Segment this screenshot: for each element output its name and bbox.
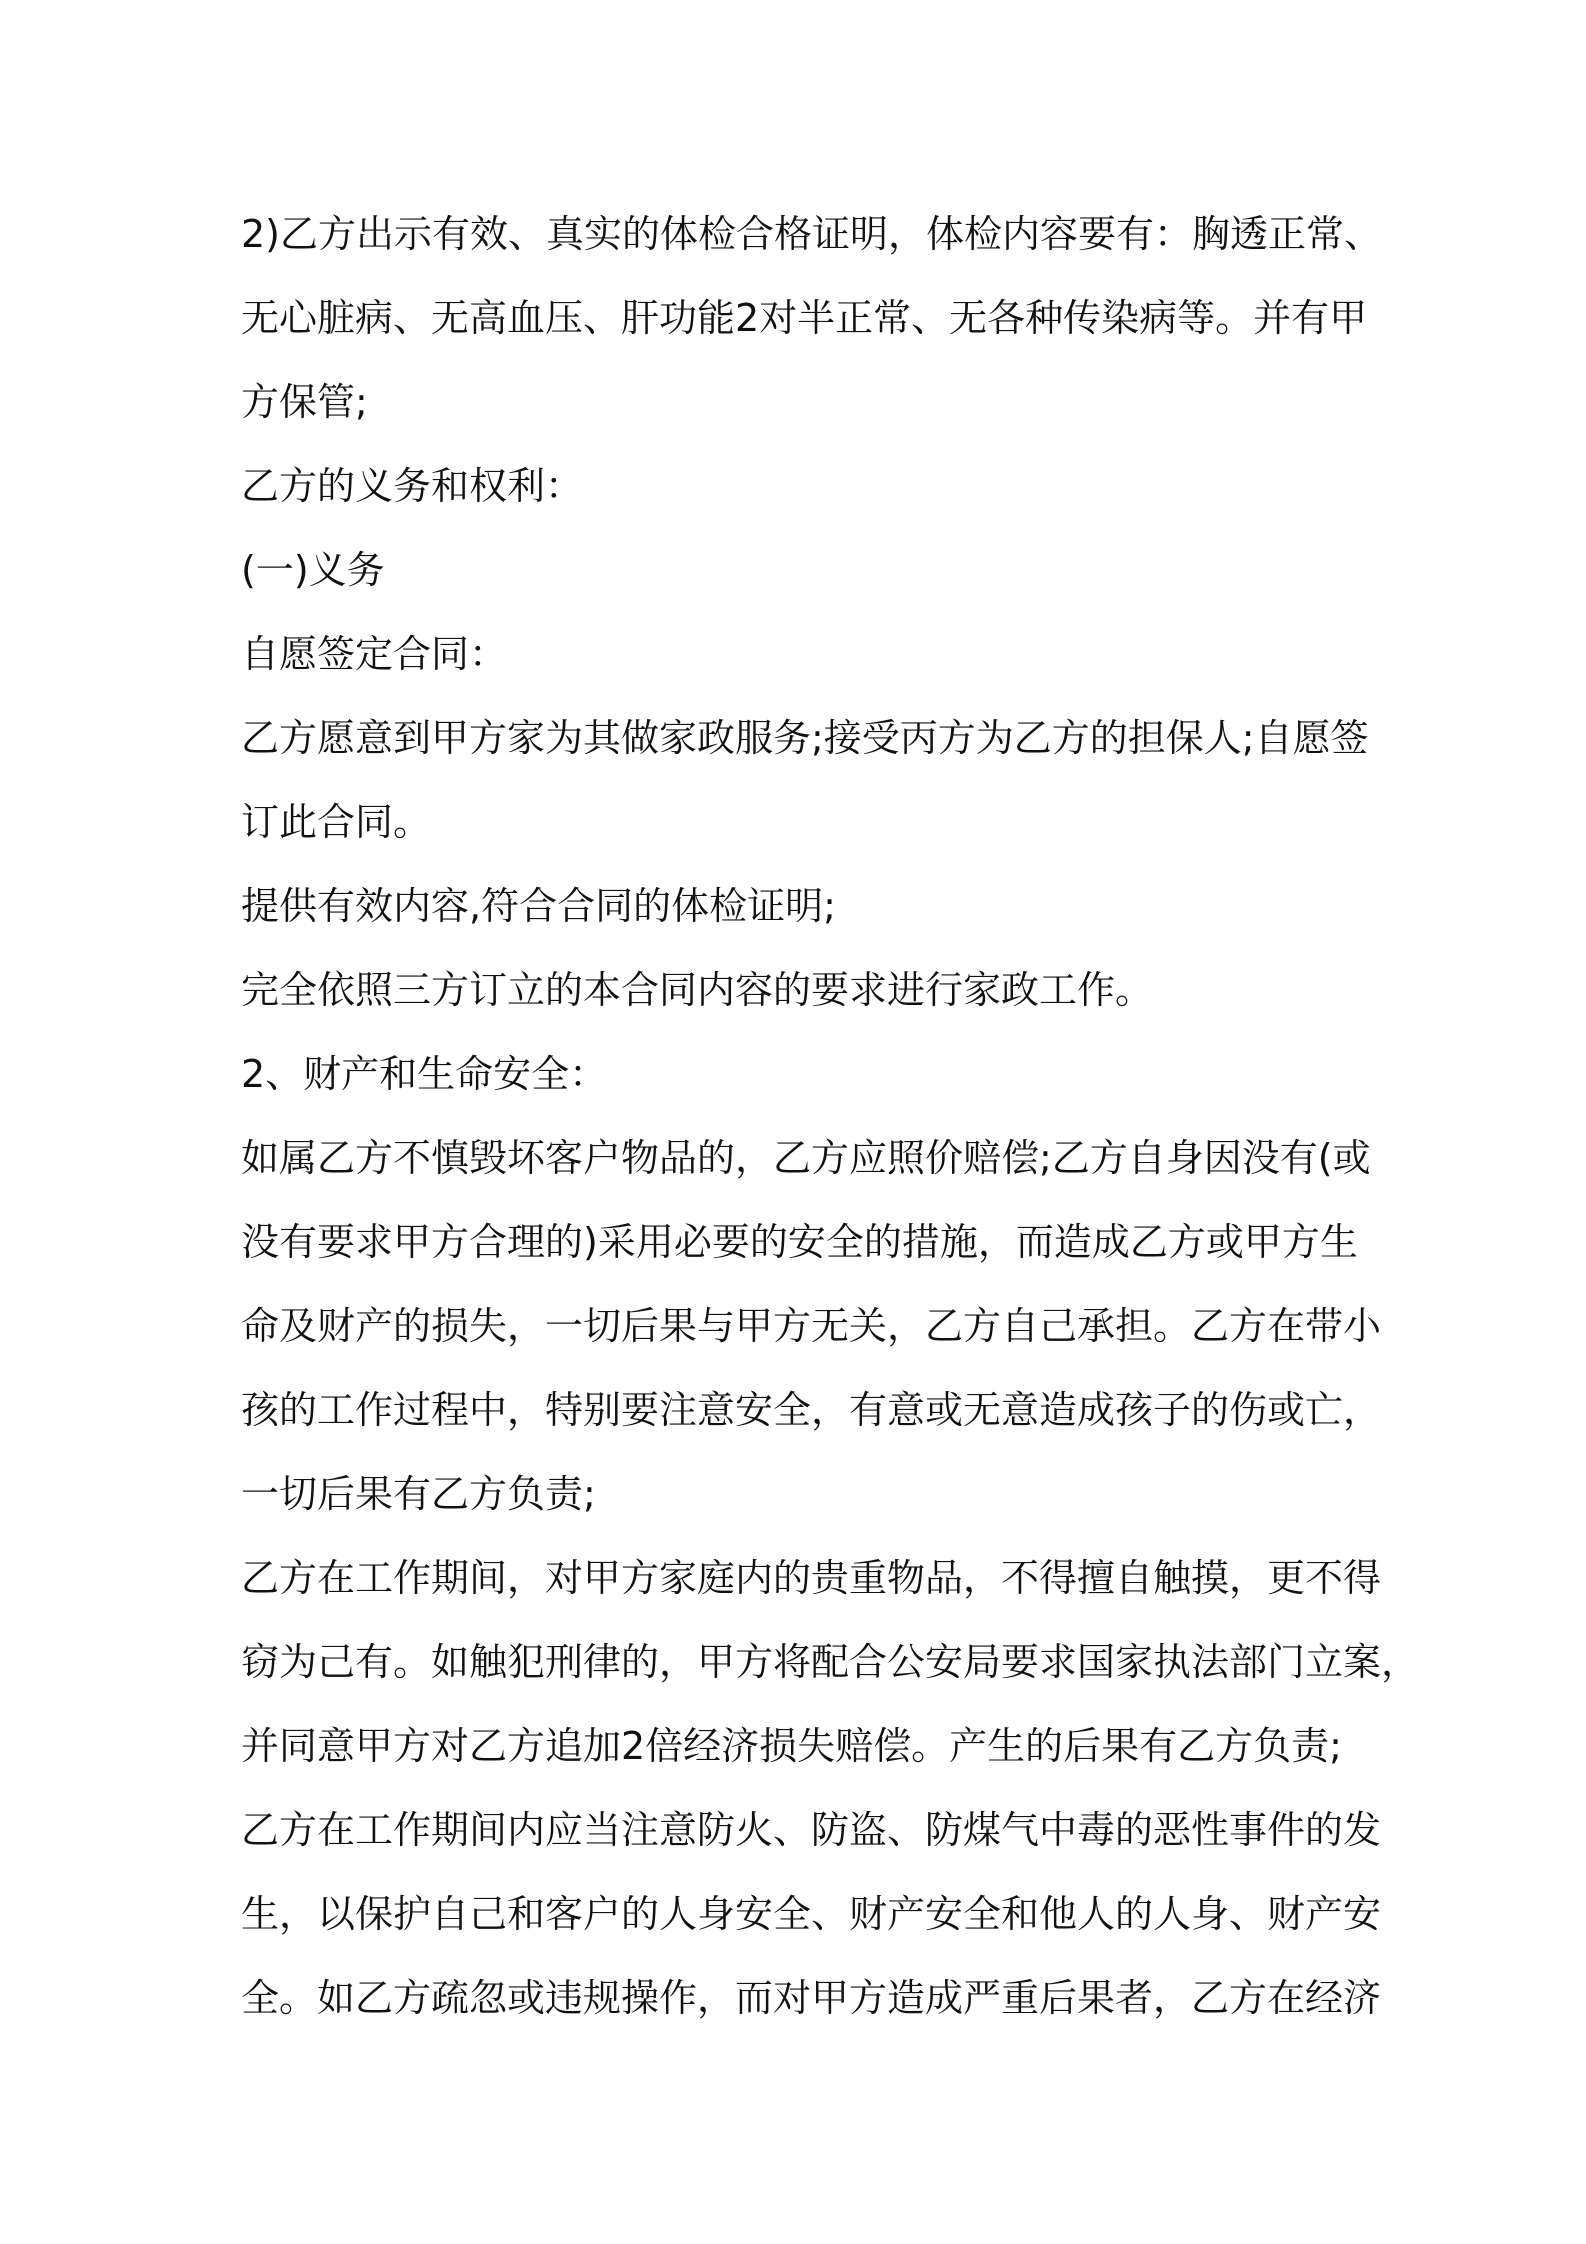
document-line-16: 一切后果有乙方负责; [241,1472,596,1516]
document-line-14: 命及财产的损失，一切后果与甲方无关，乙方自己承担。乙方在带小 [241,1304,1382,1348]
document-line-17: 乙方在工作期间，对甲方家庭内的贵重物品，不得擅自触摸，更不得 [241,1556,1382,1600]
document-line-11: 2、财产和生命安全： [241,1052,608,1096]
document-line-3: 方保管; [241,380,368,424]
document-line-9: 提供有效内容,符合合同的体检证明; [241,884,836,928]
document-line-1: 2)乙方出示有效、真实的体检合格证明，体检内容要有：胸透正常、 [241,212,1383,256]
document-line-22: 全。如乙方疏忽或违规操作，而对甲方造成严重后果者，乙方在经济 [241,1976,1382,2020]
document-line-19: 并同意甲方对乙方追加2倍经济损失赔偿。产生的后果有乙方负责; [241,1724,1342,1768]
document-line-12: 如属乙方不慎毁坏客户物品的，乙方应照价赔偿;乙方自身因没有(或 [241,1136,1371,1180]
document-line-7: 乙方愿意到甲方家为其做家政服务;接受丙方为乙方的担保人;自愿签 [241,716,1369,760]
document-line-20: 乙方在工作期间内应当注意防火、防盗、防煤气中毒的恶性事件的发 [241,1808,1382,1852]
document-line-10: 完全依照三方订立的本合同内容的要求进行家政工作。 [241,968,1154,1012]
document-line-2: 无心脏病、无高血压、肝功能2对半正常、无各种传染病等。并有甲 [241,296,1368,340]
document-line-18: 窃为己有。如触犯刑律的，甲方将配合公安局要求国家执法部门立案， [241,1640,1420,1684]
document-line-8: 订此合同。 [241,800,432,844]
document-page [241,0,1420,2244]
document-body [241,192,1419,2040]
document-line-6: 自愿签定合同： [241,632,508,676]
document-line-21: 生，以保护自己和客户的人身安全、财产安全和他人的人身、财产安 [241,1892,1382,1936]
document-line-13: 没有要求甲方合理的)采用必要的安全的措施，而造成乙方或甲方生 [241,1220,1358,1264]
document-line-5: (一)义务 [241,548,385,592]
document-line-15: 孩的工作过程中，特别要注意安全，有意或无意造成孩子的伤或亡， [241,1388,1382,1432]
document-line-4: 乙方的义务和权利： [241,464,584,508]
